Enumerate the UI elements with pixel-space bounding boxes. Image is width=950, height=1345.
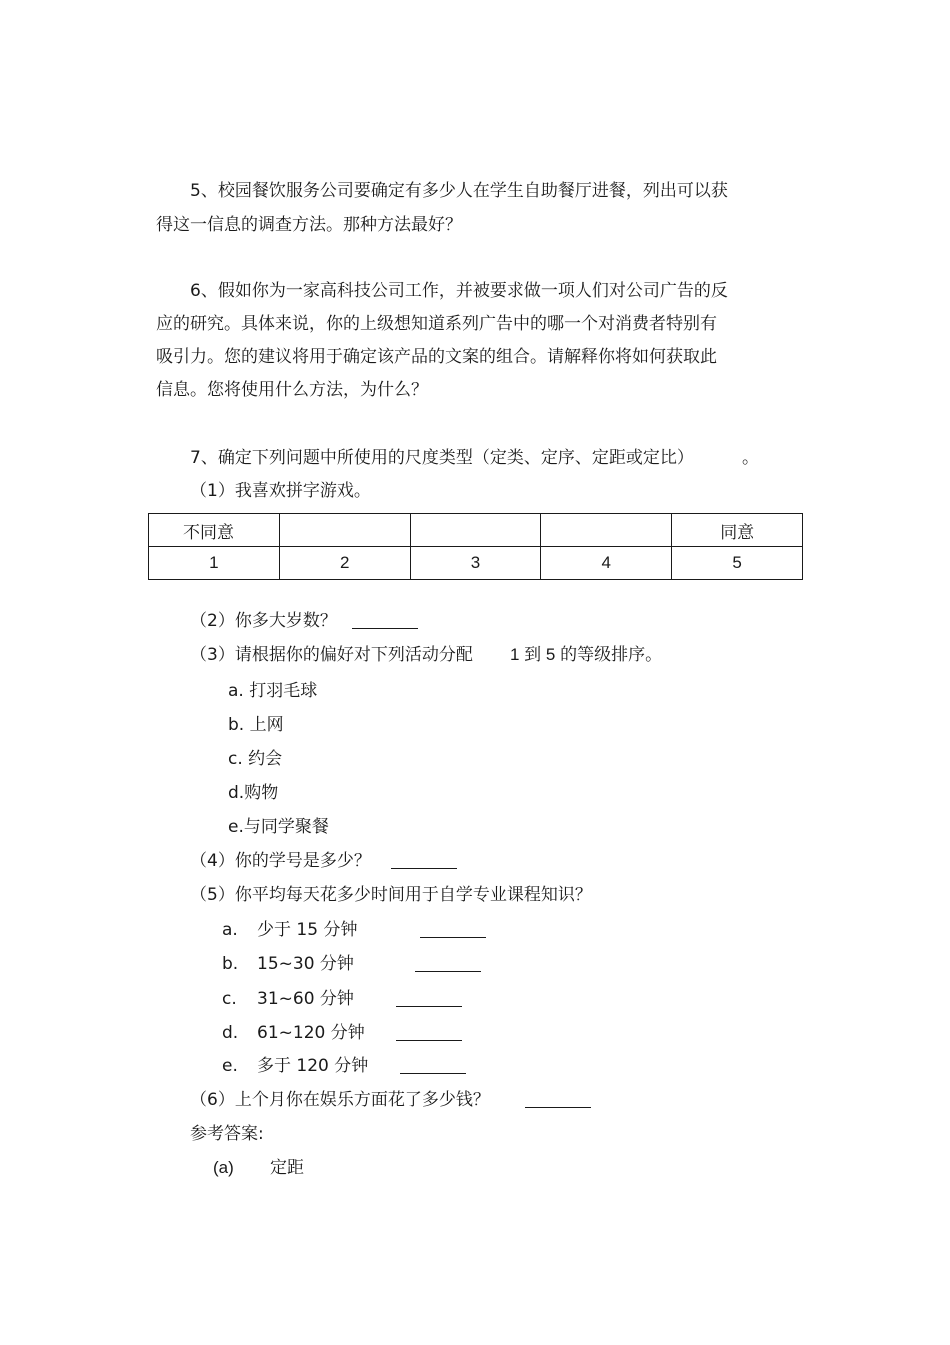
agreement-scale-table bbox=[148, 513, 803, 580]
q7-sub3-part2: 1 到 5 的等级排序。 bbox=[510, 645, 663, 664]
scale-number: 3 bbox=[410, 547, 541, 580]
q6-line-3: 吸引力。您的建议将用于确定该产品的文案的组合。请解释你将如何获取此 bbox=[156, 347, 717, 367]
q6-line-2: 应的研究。具体来说，你的上级想知道系列广告中的哪一个对消费者特别有 bbox=[156, 314, 717, 334]
activity-item: d.购物 bbox=[228, 783, 279, 803]
time-option-text: 多于 120 分钟 bbox=[257, 1056, 369, 1076]
time-option-letter: e. bbox=[222, 1056, 238, 1076]
q7-title: 7、确定下列问题中所使用的尺度类型（定类、定序、定距或定比） bbox=[190, 448, 694, 468]
answer-a-value: 定距 bbox=[270, 1158, 304, 1178]
q7-sub6: （6）上个月你在娱乐方面花了多少钱？ bbox=[190, 1090, 490, 1110]
activity-item: b. 上网 bbox=[228, 715, 284, 735]
time-option-blank[interactable] bbox=[396, 991, 462, 1007]
time-option-text: 15~30 分钟 bbox=[257, 954, 354, 974]
scale-right-label: 同意 bbox=[672, 514, 803, 547]
q5-line-1: 5、校园餐饮服务公司要确定有多少人在学生自助餐厅进餐，列出可以获 bbox=[190, 181, 728, 201]
scale-number: 1 bbox=[149, 547, 280, 580]
q7-sub3-part1: （3）请根据你的偏好对下列活动分配 bbox=[190, 645, 473, 665]
q7-sub5: （5）你平均每天花多少时间用于自学专业课程知识？ bbox=[190, 885, 592, 905]
time-option-text: 31~60 分钟 bbox=[257, 989, 354, 1009]
student-id-answer-blank[interactable] bbox=[391, 853, 457, 869]
time-option-blank[interactable] bbox=[415, 956, 481, 972]
time-option-letter: c. bbox=[222, 989, 237, 1009]
activity-item: a. 打羽毛球 bbox=[228, 681, 318, 701]
time-option-letter: d. bbox=[222, 1023, 239, 1043]
activity-item: e.与同学聚餐 bbox=[228, 817, 329, 837]
scale-number-row bbox=[149, 547, 803, 580]
q7-sub4: （4）你的学号是多少？ bbox=[190, 851, 371, 871]
q6-line-1: 6、假如你为一家高科技公司工作，并被要求做一项人们对公司广告的反 bbox=[190, 281, 728, 301]
q5-line-2: 得这一信息的调查方法。那种方法最好？ bbox=[156, 215, 462, 235]
money-answer-blank[interactable] bbox=[525, 1092, 591, 1108]
answers-heading: 参考答案: bbox=[190, 1124, 264, 1144]
scale-number: 4 bbox=[541, 547, 672, 580]
age-answer-blank[interactable] bbox=[352, 613, 418, 629]
time-option-letter: a. bbox=[222, 920, 238, 940]
q7-sub2-text: （2）你多大岁数？ bbox=[190, 611, 337, 631]
q7-sub1: （1）我喜欢拼字游戏。 bbox=[190, 481, 371, 501]
q7-sub2 bbox=[190, 610, 337, 632]
time-option-text: 61~120 分钟 bbox=[257, 1023, 365, 1043]
scale-number: 5 bbox=[672, 547, 803, 580]
scale-label-row bbox=[149, 514, 803, 547]
scale-number: 2 bbox=[279, 547, 410, 580]
q6-line-4: 信息。您将使用什么方法，为什么？ bbox=[156, 380, 428, 400]
time-option-letter: b. bbox=[222, 954, 239, 974]
time-option-blank[interactable] bbox=[400, 1058, 466, 1074]
scale-empty-cell bbox=[410, 514, 541, 547]
time-option-blank[interactable] bbox=[396, 1025, 462, 1041]
answer-a-label: (a) bbox=[213, 1158, 234, 1177]
q7-title-end: 。 bbox=[742, 448, 759, 468]
time-option-text: 少于 15 分钟 bbox=[257, 920, 358, 940]
scale-left-label: 不同意 bbox=[149, 514, 280, 547]
activity-item: c. 约会 bbox=[228, 749, 283, 769]
scale-empty-cell bbox=[541, 514, 672, 547]
scale-empty-cell bbox=[279, 514, 410, 547]
time-option-blank[interactable] bbox=[420, 922, 486, 938]
